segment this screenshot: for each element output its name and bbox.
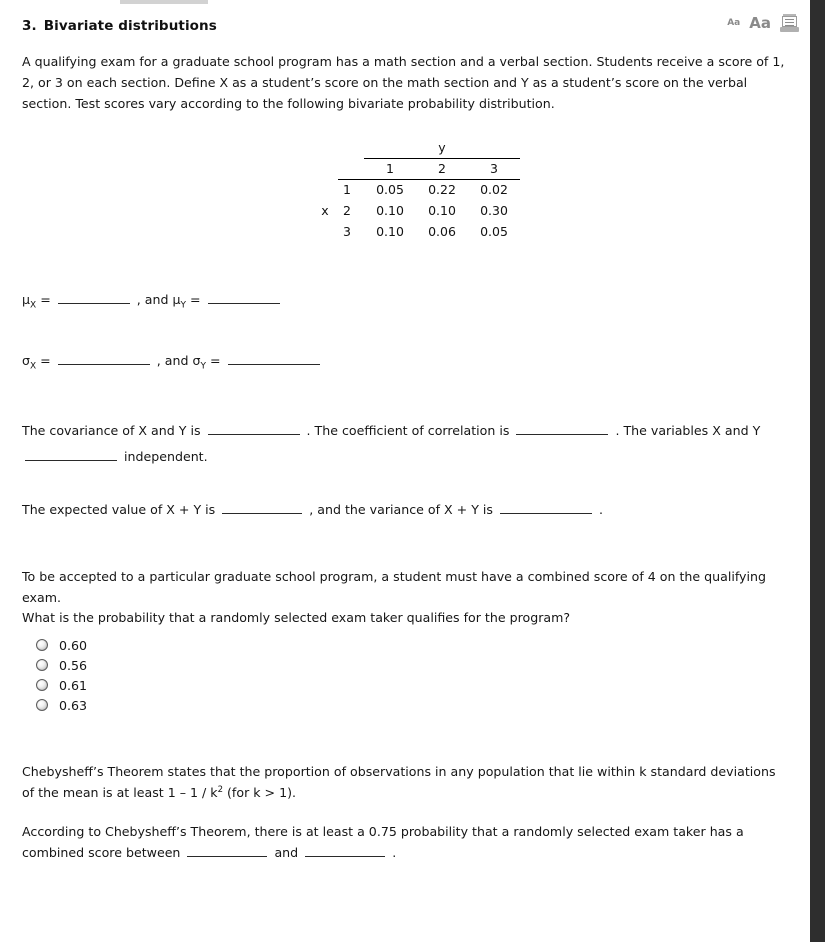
sigma-connector: , and <box>156 353 189 368</box>
column-header-2: 2 <box>416 158 468 179</box>
option-label: 0.63 <box>59 697 88 713</box>
independence-prompt-lead: . The variables X and Y <box>615 423 761 438</box>
expected-value-input[interactable] <box>222 502 302 514</box>
covariance-prompt: The covariance of X and Y is <box>22 423 201 438</box>
page-title <box>22 18 217 34</box>
cell-r3c1: 0.10 <box>376 224 404 239</box>
row-group-label: x <box>321 203 329 218</box>
score-upper-bound-input[interactable] <box>305 845 385 857</box>
table-row <box>312 221 520 242</box>
radio-button-icon[interactable] <box>36 699 48 711</box>
intro-paragraph: A qualifying exam for a graduate school program has a math section and a verbal section. Students receive a score of 1, 2, or 3 on each section. Define X as a student’s score on the math section and Y as a student’s score on the verbal section. Test scores vary according to the following bivariate probability distribution. <box>22 54 785 111</box>
expected-value-period: . <box>599 502 604 517</box>
section-header <box>0 14 810 44</box>
bivariate-distribution-table <box>312 137 520 242</box>
option-label: 0.61 <box>59 677 88 693</box>
sigma-x-equals: = <box>40 353 51 368</box>
radio-button-icon[interactable] <box>36 659 48 671</box>
cell-r1c3: 0.02 <box>480 182 508 198</box>
right-edge-gutter <box>810 0 825 942</box>
top-partial-bar <box>120 0 208 4</box>
covariance-input[interactable] <box>208 423 300 435</box>
mu-y-equals: = <box>190 292 201 307</box>
table-row <box>312 200 520 221</box>
option-row[interactable] <box>36 635 87 655</box>
cell-r3c2: 0.06 <box>428 224 456 239</box>
table-header-row <box>312 158 520 179</box>
covariance-block <box>22 418 797 470</box>
score-between-inputs <box>184 845 396 860</box>
variance-input[interactable] <box>500 502 592 514</box>
chebysheff-theorem-paragraph <box>22 761 787 803</box>
expected-value-prompt: The expected value of X + Y is <box>22 502 216 517</box>
score-between-period: . <box>392 845 397 860</box>
decrease-font-size-button[interactable]: Aa <box>727 17 741 28</box>
row-header-3: 3 <box>343 224 351 239</box>
option-row[interactable] <box>36 675 87 695</box>
printer-base-part <box>780 27 799 32</box>
option-row[interactable] <box>36 655 87 675</box>
table-row <box>312 179 520 200</box>
section-title-text: Bivariate distributions <box>43 18 217 34</box>
mu-x-input[interactable] <box>58 292 130 304</box>
stddev-answer-row <box>22 353 323 372</box>
chebysheff-application-paragraph <box>22 821 797 863</box>
section-number: 3. <box>22 18 37 34</box>
row-header-2: 2 <box>343 203 351 218</box>
column-header-1: 1 <box>364 158 416 179</box>
answer-options-group[interactable] <box>36 635 87 715</box>
mu-y-label: $\mu_Y$ <box>172 292 187 311</box>
cell-r3c3: 0.05 <box>480 224 508 239</box>
independence-line <box>22 444 797 470</box>
sigma-y-equals: = <box>209 353 221 368</box>
row-header-1: 1 <box>343 182 351 198</box>
mu-x-equals: = <box>40 292 51 307</box>
sigma-x-input[interactable] <box>58 353 150 365</box>
increase-font-size-button[interactable]: Aa <box>749 14 771 32</box>
chebysheff-text-part1: Chebysheff’s Theorem states that the proportion of observations in any population that lie within k standard deviations of the mean is at least 1 – 1 / k <box>22 764 776 800</box>
option-label: 0.56 <box>59 657 88 673</box>
option-row[interactable] <box>36 695 87 715</box>
sigma-x-label: $\sigma_X$ <box>22 353 37 372</box>
mu-x-label: $\mu_X$ <box>22 292 37 311</box>
score-lower-bound-input[interactable] <box>187 845 267 857</box>
cell-r2c1: 0.10 <box>376 203 404 218</box>
question-paragraph: What is the probability that a randomly selected exam taker qualifies for the program? <box>22 610 571 625</box>
correlation-input[interactable] <box>516 423 608 435</box>
variance-prompt: , and the variance of X + Y is <box>309 502 493 517</box>
sigma-y-input[interactable] <box>228 353 320 365</box>
print-icon[interactable] <box>780 14 799 33</box>
independence-input[interactable] <box>25 449 117 461</box>
chebysheff-application-prompt: According to Chebysheff’s Theorem, there is at least a 0.75 probability that a randomly selected exam taker has a combined score between <box>22 824 744 860</box>
radio-button-icon[interactable] <box>36 639 48 651</box>
acceptance-paragraph: To be accepted to a particular graduate school program, a student must have a combined score of 4 on the qualifying exam. <box>22 569 766 605</box>
score-between-and: and <box>274 845 299 860</box>
k-squared-exponent: 2 <box>217 784 224 795</box>
printer-paper-part <box>782 16 797 27</box>
mu-y-input[interactable] <box>208 292 280 304</box>
chebysheff-text-part2: (for k > 1). <box>223 785 297 800</box>
table-col-group-row <box>312 137 520 158</box>
option-label: 0.60 <box>59 637 88 653</box>
cell-r1c2: 0.22 <box>428 182 456 198</box>
cell-r2c2: 0.10 <box>428 203 456 218</box>
expected-value-row <box>22 502 603 517</box>
independence-prompt-tail: independent. <box>124 449 208 464</box>
mean-answer-row <box>22 292 283 311</box>
correlation-prompt: . The coefficient of correlation is <box>306 423 510 438</box>
cell-r2c3: 0.30 <box>480 203 508 218</box>
sigma-y-label: $\sigma_Y$ <box>192 353 206 372</box>
header-toolbar <box>727 14 799 33</box>
mu-connector: , and <box>136 292 169 307</box>
column-header-3: 3 <box>468 158 520 179</box>
radio-button-icon[interactable] <box>36 679 48 691</box>
column-group-label: y <box>364 137 520 158</box>
cell-r1c1: 0.05 <box>376 182 404 198</box>
